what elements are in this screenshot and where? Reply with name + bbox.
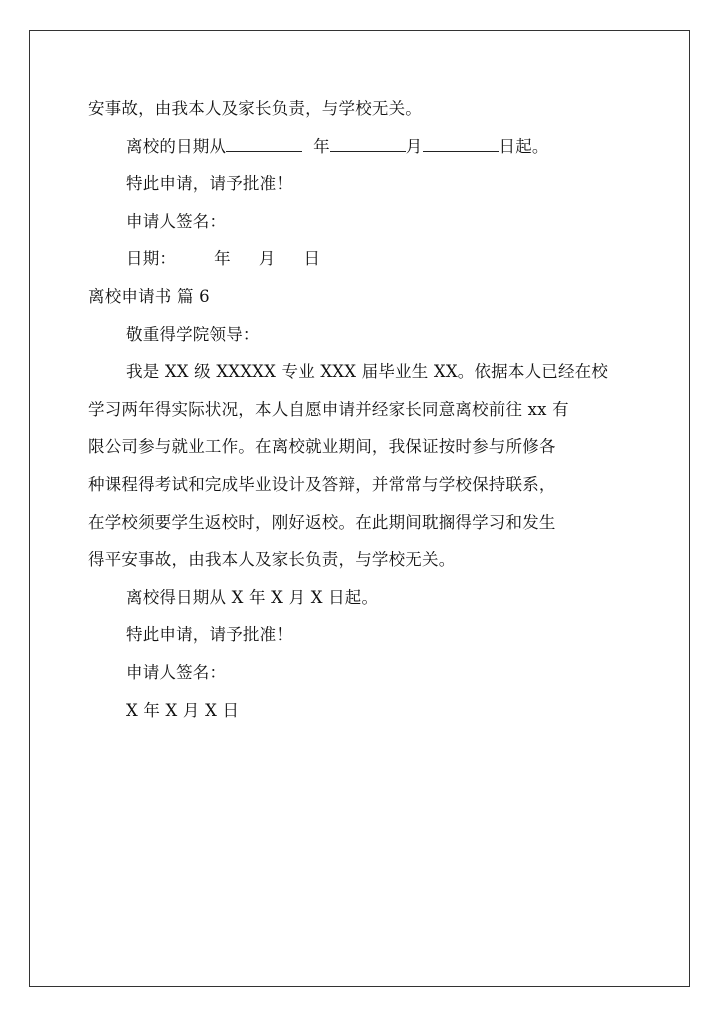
- applicant-signature-line: 申请人签名：: [126, 211, 227, 231]
- applicant-signature-line: 申请人签名：: [126, 662, 227, 682]
- day-label: 日起。: [498, 136, 549, 156]
- text-line: 我是 XX 级 XXXXX 专业 XXX 届毕业生 XX。依据本人已经在校: [126, 362, 609, 382]
- departure-date-prefix: 离校的日期从: [126, 136, 227, 156]
- text-line: 种课程得考试和完成毕业设计及答辩，并常常与学校保持联系，: [88, 474, 556, 494]
- month-blank: [330, 137, 406, 152]
- text-line: 安事故，由我本人及家长负责，与学校无关。: [88, 99, 422, 118]
- section-heading: 离校申请书 篇 6: [88, 286, 210, 306]
- date-day: 日: [303, 249, 321, 269]
- departure-date-line: [88, 128, 643, 166]
- day-blank: [423, 137, 499, 152]
- year-blank: [226, 137, 302, 152]
- text-line: 限公司参与就业工作。在离校就业期间，我保证按时参与所修各: [88, 437, 556, 457]
- request-approval-line: 特此申请，请予批准！: [126, 174, 293, 194]
- date-line: [88, 240, 643, 278]
- request-approval-line: 特此申请，请予批准！: [126, 625, 293, 645]
- text-line: 学习两年得实际状况，本人自愿申请并经家长同意离校前往 xx 有: [88, 399, 569, 419]
- text-line: 在学校须要学生返校时，刚好返校。在此期间耽搁得学习和发生: [88, 512, 556, 532]
- document-body: [88, 90, 643, 729]
- date-text: X 年 X 月 X 日: [126, 700, 240, 720]
- departure-date-text: 离校得日期从 X 年 X 月 X 日起。: [126, 587, 379, 607]
- month-label: 月: [405, 136, 423, 156]
- text-line: 得平安事故，由我本人及家长负责，与学校无关。: [88, 550, 456, 570]
- year-label: 年: [313, 136, 330, 156]
- salutation: 敬重得学院领导：: [126, 324, 260, 344]
- date-month: 月: [258, 249, 276, 269]
- date-year: 年: [214, 249, 231, 269]
- date-label: 日期：: [126, 249, 177, 269]
